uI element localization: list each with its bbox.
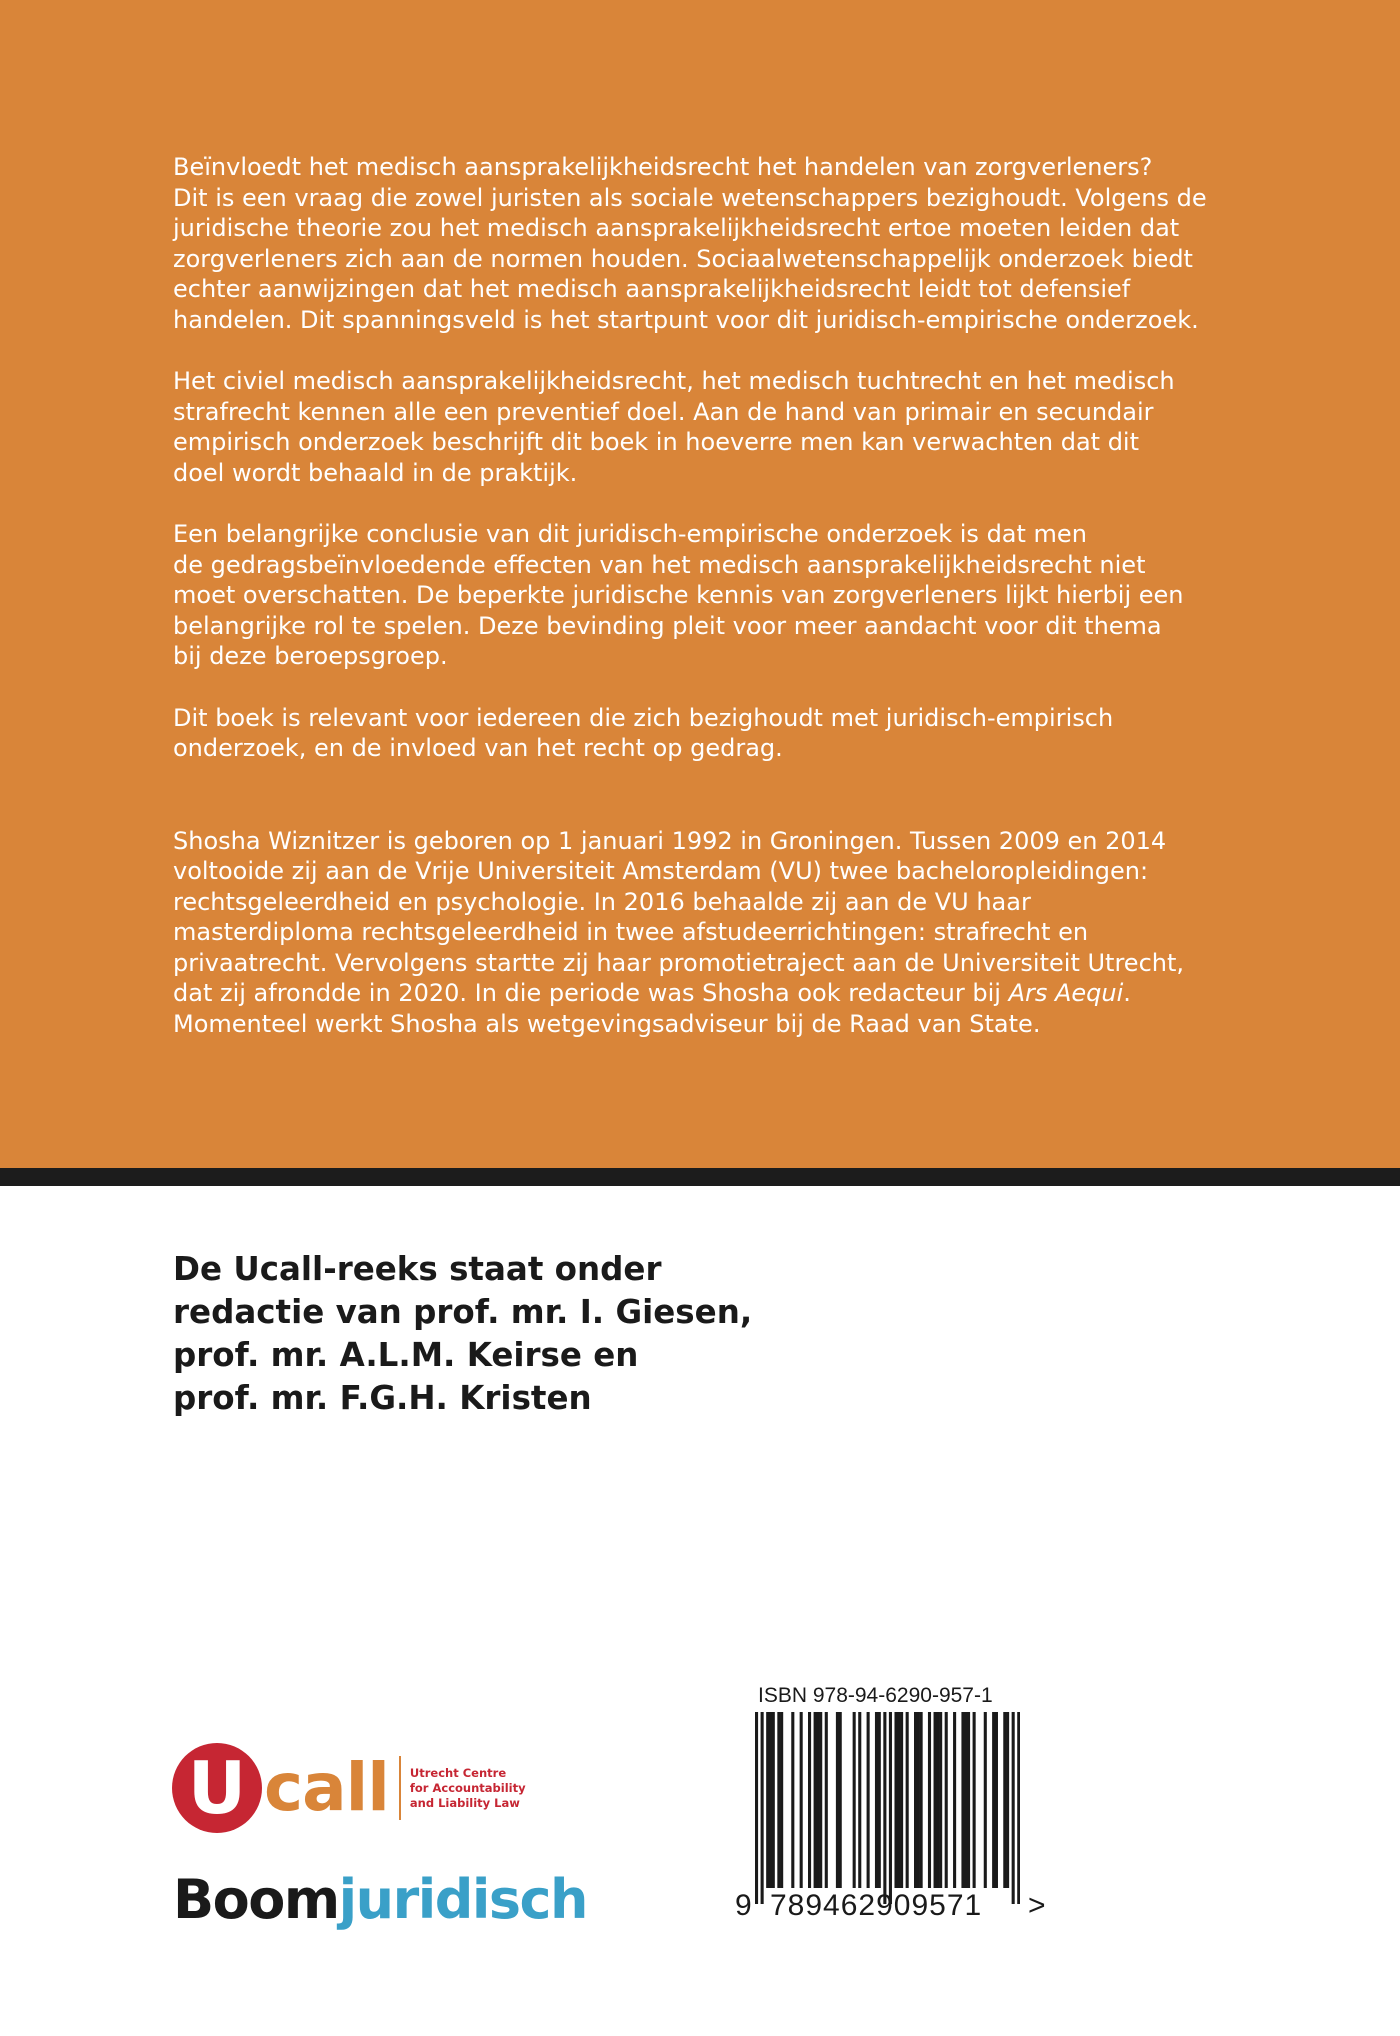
barcode-bar: [953, 1712, 956, 1888]
barcode-bar: [766, 1712, 769, 1888]
barcode-bar: [825, 1712, 828, 1888]
barcode-bar: [973, 1712, 976, 1888]
divider-band: [0, 1168, 1400, 1186]
barcode-bar: [914, 1712, 917, 1888]
ucall-u-circle: U: [172, 1743, 262, 1833]
author-bio-journal-title: Ars Aequi: [1008, 979, 1124, 1007]
barcode-bar: [875, 1712, 878, 1888]
barcode-bar: [800, 1712, 803, 1888]
barcode-bar: [791, 1712, 794, 1888]
barcode-bar: [889, 1712, 892, 1904]
barcode-bar: [939, 1712, 942, 1888]
barcode-bar: [780, 1712, 783, 1888]
boom-logo-part: Boom: [173, 1868, 339, 1931]
isbn-barcode: [755, 1712, 1020, 1904]
barcode-bar: [755, 1712, 758, 1904]
barcode-bar: [853, 1712, 856, 1888]
author-bio-text: Shosha Wiznitzer is geboren op 1 januari 1992 in Groningen. Tussen 2009 en 2014 voltooide zij aan de Vrije Universiteit Amsterdam (VU) twee bacheloropleidingen: rechtsgeleerdheid en psychologie. In 2016 behaalde zij aan de VU haar masterdiploma rechtsgeleerdheid in twee afstudeerrichtingen: strafrecht en privaatrecht. Vervolgens startte zij haar promotietraject aan de Universiteit Utrecht, dat zij afrondde in 2020. In die periode was Shosha ook redacteur bij: [173, 826, 1185, 1007]
barcode-bar: [967, 1712, 970, 1888]
barcode-bar: [900, 1712, 903, 1888]
ucall-logo: [172, 1742, 526, 1834]
barcode-digits: 789462909571: [770, 1889, 983, 1922]
blurb-paragraph-1: Beïnvloedt het medisch aansprakelijkheidsrecht het handelen van zorgverleners? Dit is een vraag die zowel juristen als sociale wetenschappers bezighoudt. Volgens de juridische theorie zou het medisch aansprakelijkheidsrecht ertoe moeten leiden dat zorgverleners zich aan de normen houden. Sociaalwetenschappelijk onderzoek biedt echter aanwijzingen dat het medisch aansprakelijkheidsrecht leidt tot defensief handelen. Dit spanningsveld is het startpunt voor dit juridisch-empirische onderzoek.: [173, 153, 1207, 334]
boom-juridisch-logo: [173, 1868, 587, 1932]
ucall-divider-line: [399, 1756, 401, 1820]
isbn-label: ISBN 978-94-6290-957-1: [758, 1684, 993, 1707]
blurb-paragraph-4: Dit boek is relevant voor iedereen die zich bezighoudt met juridisch-empirisch onderzoek, en de invloed van het recht op gedrag.: [173, 703, 1114, 762]
barcode-bar: [945, 1712, 948, 1888]
barcode-quiet-marker: >: [1028, 1889, 1046, 1922]
blurb-paragraph-3: Een belangrijke conclusie van dit juridisch-empirische onderzoek is dat men de gedragsbeïnvloedende effecten van het medisch aansprakelijkheidsrecht niet moet overschatten. De beperkte juridische kennis van zorgverleners lijkt hierbij een belangrijke rol te spelen. Deze bevinding pleit voor meer aandacht voor dit thema bij deze beroepsgroep.: [173, 520, 1184, 670]
barcode-bar: [936, 1712, 939, 1888]
barcode-bar: [858, 1712, 861, 1888]
barcode-bar: [906, 1712, 909, 1888]
ucall-subtitle: Utrecht Centre for Accountability and Liability Law: [409, 1765, 526, 1810]
barcode-bar: [819, 1712, 822, 1888]
barcode-bar: [883, 1712, 886, 1904]
barcode-bar: [816, 1712, 819, 1888]
barcode-bar: [984, 1712, 987, 1888]
barcode-bar: [894, 1712, 897, 1888]
series-editors-note: De Ucall-reeks staat onder redactie van prof. mr. I. Giesen, prof. mr. A.L.M. Keirse en prof. mr. F.G.H. Kristen: [173, 1250, 753, 1417]
barcode-bar: [836, 1712, 839, 1888]
barcode-bar: [995, 1712, 998, 1888]
barcode-bar: [917, 1712, 920, 1888]
author-bio-text-end: . Momenteel werkt Shosha als wetgevingsadviseur bij de Raad van State.: [173, 979, 1131, 1038]
barcode-bar: [961, 1712, 964, 1888]
barcode-bar: [897, 1712, 900, 1888]
barcode-bar: [777, 1712, 780, 1888]
barcode-bar: [1006, 1712, 1009, 1888]
barcode-bar: [920, 1712, 923, 1888]
barcode-bar: [839, 1712, 842, 1888]
barcode-bar: [808, 1712, 811, 1888]
barcode-bar: [878, 1712, 881, 1888]
blurb-paragraph-2: Het civiel medisch aansprakelijkheidsrecht, het medisch tuchtrecht en het medisch strafrecht kennen alle een preventief doel. Aan de hand van primair en secundair empirisch onderzoek beschrijft dit boek in hoeverre men kan verwachten dat dit doel wordt behaald in de praktijk.: [173, 367, 1175, 487]
book-blurb: [173, 152, 1253, 1070]
barcode-bar: [1003, 1712, 1006, 1888]
barcode-bar: [934, 1712, 937, 1888]
barcode-bar: [769, 1712, 772, 1888]
barcode-bar: [992, 1712, 995, 1888]
barcode-bar: [761, 1712, 764, 1904]
ucall-wordmark: call: [264, 1749, 389, 1826]
barcode-bar: [964, 1712, 967, 1888]
barcode-bar: [867, 1712, 870, 1888]
author-bio: [173, 826, 1253, 1040]
barcode-leading-digit: 9: [735, 1889, 752, 1922]
juridisch-logo-part: juridisch: [338, 1868, 587, 1931]
barcode-bar: [772, 1712, 775, 1888]
barcode-bar: [814, 1712, 817, 1888]
barcode-bar: [1012, 1712, 1015, 1904]
barcode-bar: [928, 1712, 931, 1888]
barcode-bar: [1017, 1712, 1020, 1904]
